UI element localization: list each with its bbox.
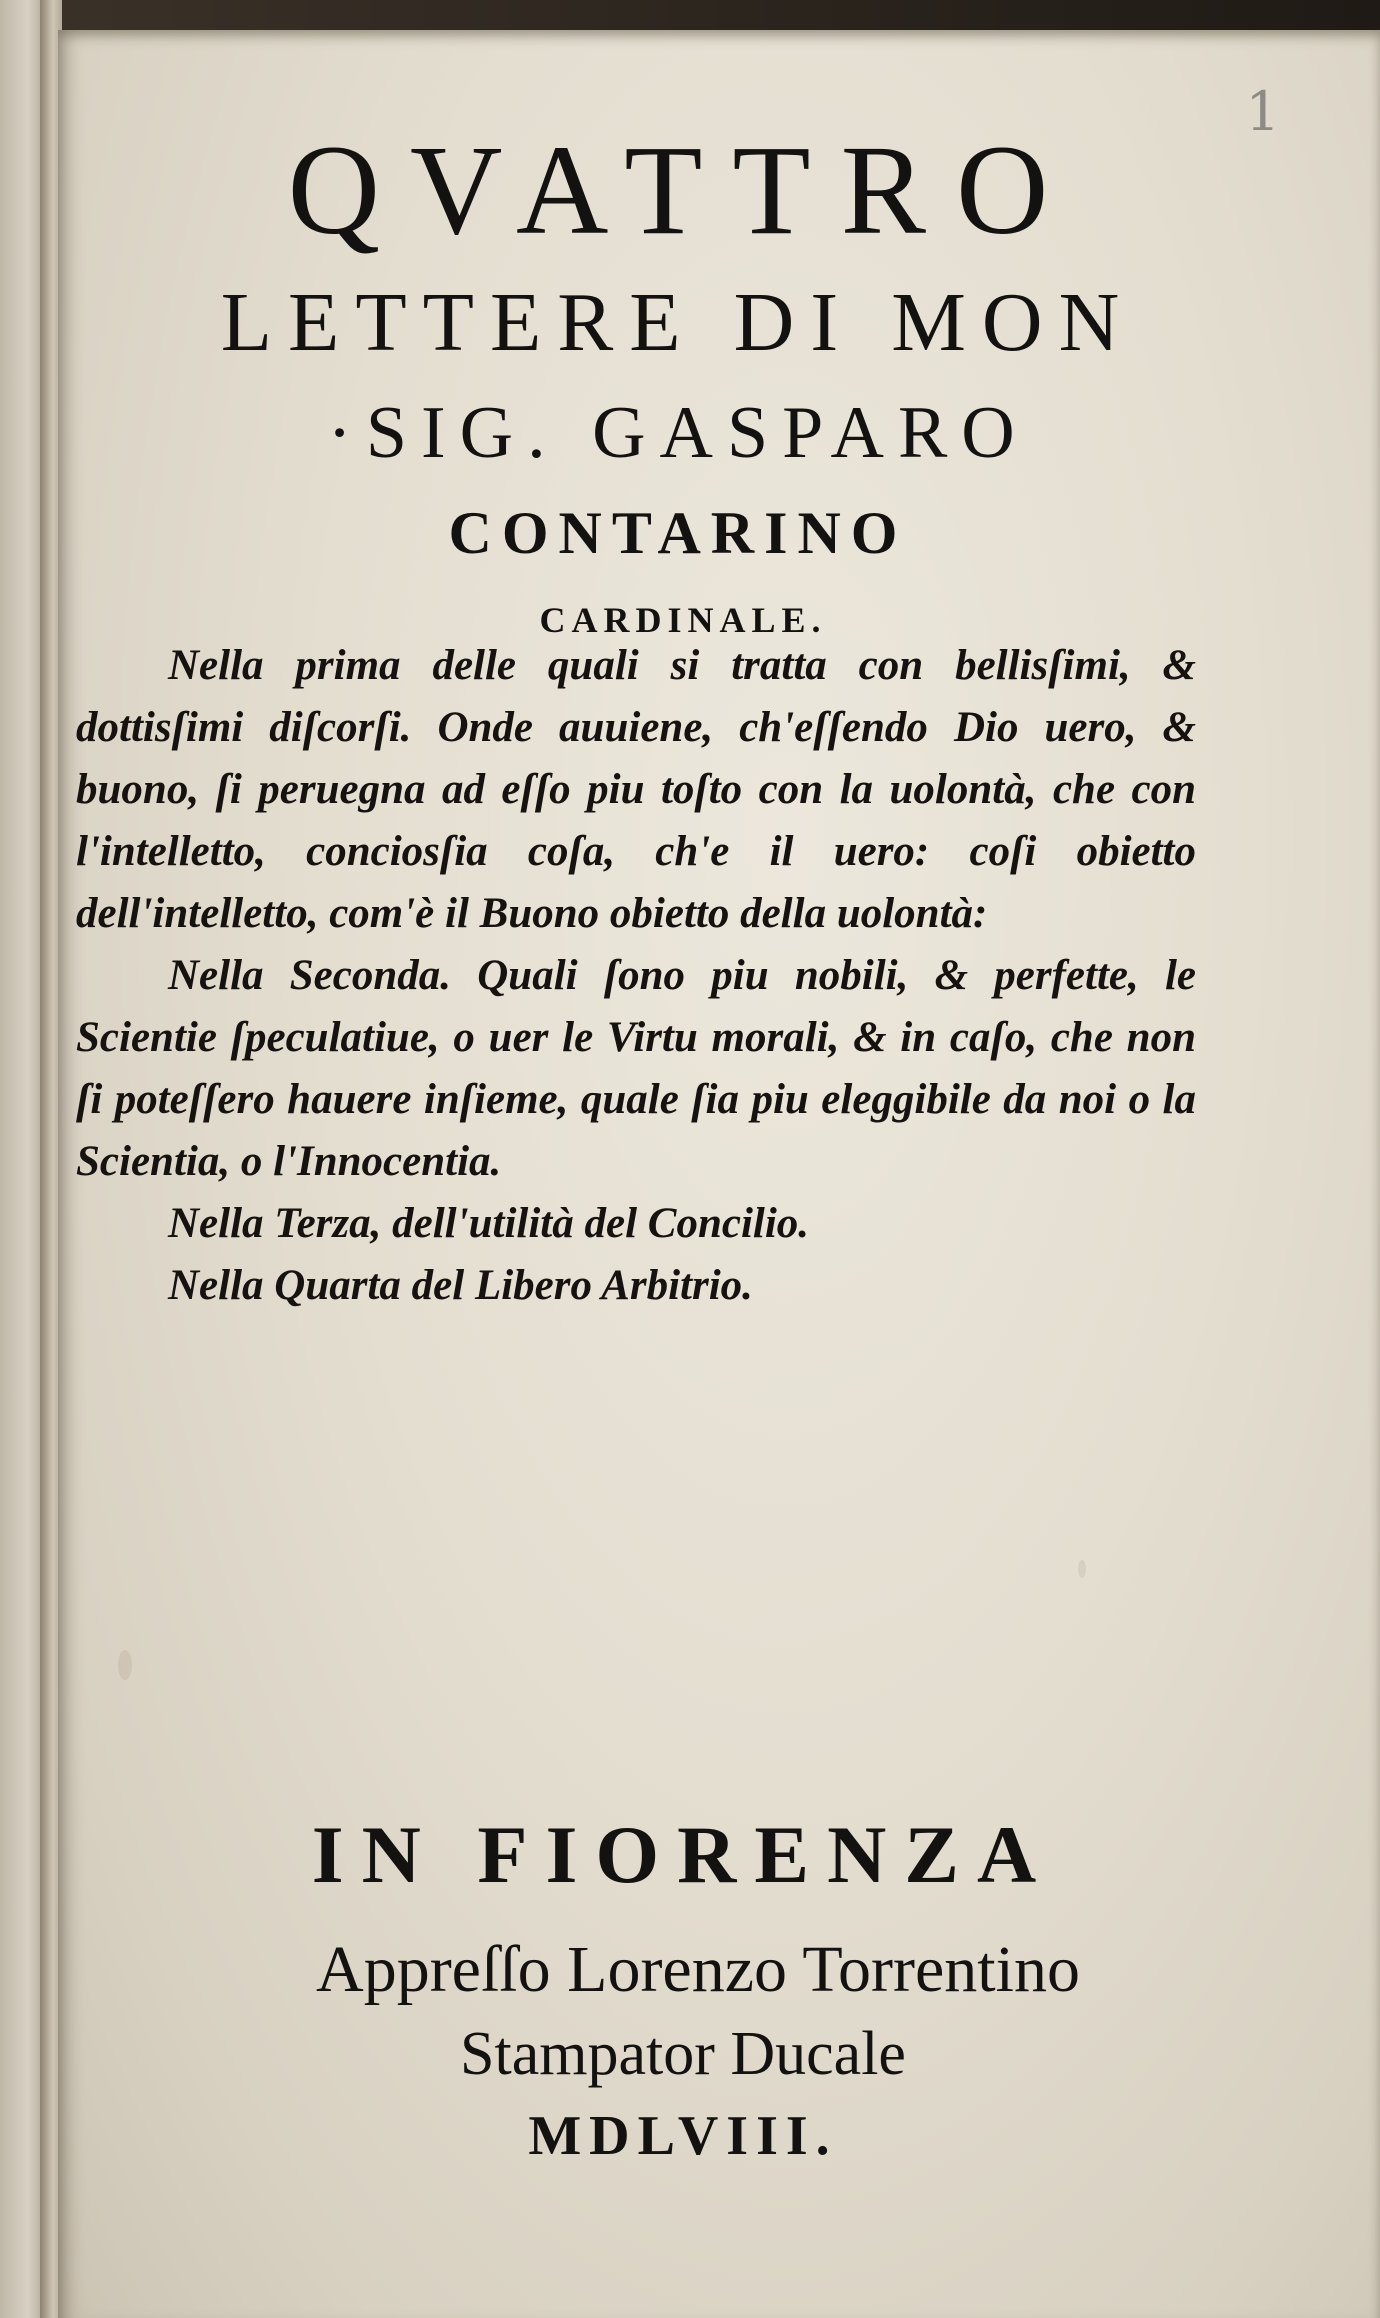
imprint-city: IN FIORENZA [311, 1809, 1055, 1900]
contents-letter-3: Nella Terza, dell'utilità del Concilio. [168, 1200, 810, 1247]
folio-number: 1 [1245, 80, 1280, 143]
title-line-2: LETTERE DI MON [220, 276, 1136, 369]
imprint-printer: Appreſſo Lorenzo Torrentino [316, 1933, 1080, 2006]
title-line-3: ·SIG. GASPARO [327, 392, 1029, 474]
contents-letter-1: Nella prima delle quali si tratta con bellisſimi, & dottisſimi diſcorſi. Onde auuiene, ch'eſſendo Dio uero, & buono, ſi peruegna ad eſſo piu toſto con la uolontà, che con l'intelletto, conciosſia coſa, ch'e il uero: coſi obietto dell'intelletto, com'è il Buono obietto della uolontà: [76, 642, 1196, 937]
imprint-office: Stampator Ducale [460, 2020, 906, 2088]
title-line-1: QVATTRO [287, 119, 1079, 261]
title-line-5: CARDINALE. [539, 600, 827, 640]
title-block [58, 115, 1268, 655]
title-line-4: CONTARINO [448, 500, 908, 566]
imprint-block [58, 1800, 1278, 2176]
contents-letter-2: Nella Seconda. Quali ſono piu nobili, & perfette, le Scientie ſpeculatiue, o uer le Virtu morali, & in caſo, che non ſi poteſſero hauere inſieme, quale ſia piu eleggibile da noi o la Scientia, o l'Innocentia. [76, 952, 1196, 1185]
paper-stain [1078, 1560, 1086, 1578]
paper-stain [118, 1650, 132, 1680]
contents-description [76, 635, 1196, 1317]
title-page [58, 30, 1380, 2318]
imprint-year: MDLVIII. [528, 2105, 838, 2167]
contents-letter-4: Nella Quarta del Libero Arbitrio. [168, 1262, 753, 1309]
